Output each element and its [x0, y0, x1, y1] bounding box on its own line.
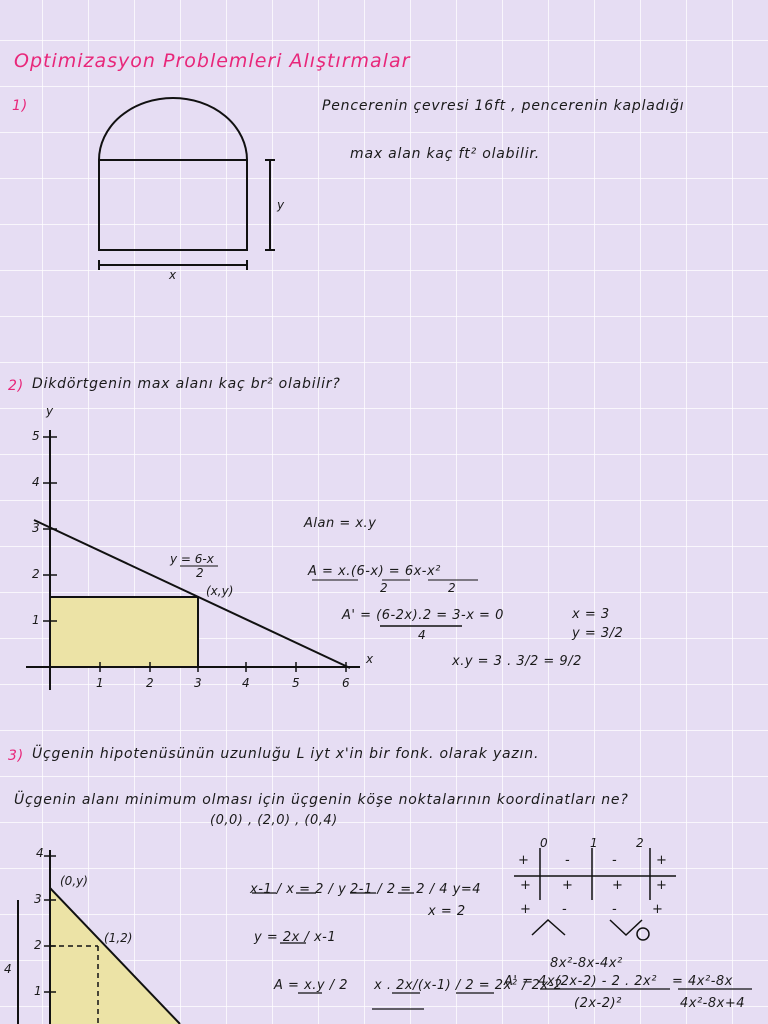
- window-arch: [99, 98, 247, 160]
- p3-side-label: 4: [4, 962, 12, 976]
- sign-cell: +: [656, 878, 668, 893]
- p3-eq2: 2-1 / 2 = 2 / 4 y=4: [350, 882, 481, 897]
- p3-y-tick: 2: [34, 938, 42, 952]
- p3-y-expression: y = 2x / x-1: [254, 930, 337, 945]
- p2-xy-product: x.y = 3 . 3/2 = 9/2: [452, 654, 582, 669]
- p3-label-12: (1,2): [104, 931, 133, 945]
- p3-aprime-result: = 4x²-8x: [672, 974, 733, 989]
- sign-chart-top: 1: [590, 836, 598, 850]
- p2-number: 2): [8, 378, 24, 394]
- sign-cell: +: [562, 878, 574, 893]
- p3-aprime: A' = 4x(2x-2) - 2 . 2x²: [504, 974, 657, 989]
- window-rect: [99, 160, 247, 250]
- sign-cell: -: [562, 902, 568, 917]
- sign-cell: -: [612, 902, 618, 917]
- p2-x-tick: 2: [146, 676, 154, 690]
- p3-area: A = x.y / 2: [274, 978, 348, 993]
- p2-derivative-den: 4: [418, 628, 426, 642]
- p2-graph: [26, 430, 478, 690]
- sign-cell: +: [520, 878, 532, 893]
- p1-text-line1: Pencerenin çevresi 16ft , pencerenin kapladığı: [322, 98, 685, 114]
- p1-label-y: y: [277, 198, 285, 212]
- p2-axis-y-label: y: [46, 404, 54, 418]
- page-title: Optimizasyon Problemleri Alıştırmalar: [14, 50, 411, 72]
- p2-line-label-den: 2: [196, 566, 204, 580]
- sign-cell: +: [656, 853, 668, 868]
- p3-text-line1: Üçgenin hipotenüsünün uzunluğu L iyt x'in bir fonk. olarak yazın.: [32, 746, 540, 762]
- p2-axis-x-label: x: [366, 652, 374, 666]
- p2-point-label: (x,y): [206, 584, 234, 598]
- p1-text-line2: max alan kaç ft² olabilir.: [350, 146, 540, 162]
- p3-label-0y: (0,y): [60, 874, 88, 888]
- p2-area-eq: A = x.(6-x) = 6x-x²: [308, 564, 441, 579]
- p2-y-tick: 1: [32, 613, 40, 627]
- p2-area-den1: 2: [380, 581, 388, 595]
- p2-y-tick: 3: [32, 521, 40, 535]
- p3-aprime-result-den: 4x²-8x+4: [680, 996, 745, 1011]
- sign-chart-top: 0: [540, 836, 548, 850]
- sign-cell: +: [520, 902, 532, 917]
- p2-x-solution: x = 3: [572, 607, 610, 622]
- p2-x-tick: 4: [242, 676, 250, 690]
- p3-area-substituted: x . 2x/(x-1) / 2 = 2x² / 2x-2: [374, 978, 563, 993]
- p3-text-line2: Üçgenin alanı minimum olması için üçgenin köşe noktalarının koordinatları ne?: [14, 792, 629, 808]
- sign-cell: +: [612, 878, 624, 893]
- p3-aprime-denominator: (2x-2)²: [574, 996, 622, 1011]
- p1-number: 1): [12, 98, 28, 114]
- sign-cell: +: [652, 902, 664, 917]
- p2-alan: Alan = x.y: [304, 516, 377, 531]
- sign-cell: +: [518, 853, 530, 868]
- p3-aprime-numerator: 8x²-8x-4x²: [550, 956, 623, 971]
- p2-line-label-num: y = 6-x: [170, 552, 214, 566]
- p3-eq1: x-1 / x = 2 / y: [250, 882, 347, 897]
- p2-y-tick: 2: [32, 567, 40, 581]
- p2-x-tick: 5: [292, 676, 300, 690]
- sign-chart-top: 2: [636, 836, 644, 850]
- p3-x-value: x = 2: [428, 904, 466, 919]
- p3-y-tick: 1: [34, 984, 42, 998]
- p3-y-tick: 4: [36, 846, 44, 860]
- p2-y-tick: 4: [32, 475, 40, 489]
- p2-rectangle: [50, 597, 198, 667]
- p2-text: Dikdörtgenin max alanı kaç br² olabilir?: [32, 376, 341, 392]
- p2-x-tick: 6: [342, 676, 350, 690]
- p2-y-tick: 5: [32, 429, 40, 443]
- p2-y-solution: y = 3/2: [572, 626, 624, 641]
- p2-area-den2: 2: [448, 581, 456, 595]
- p3-coords: (0,0) , (2,0) , (0,4): [210, 813, 338, 828]
- p1-label-x: x: [169, 268, 177, 282]
- p2-x-tick: 3: [194, 676, 202, 690]
- sign-cell: -: [612, 853, 618, 868]
- p2-derivative: A' = (6-2x).2 = 3-x = 0: [342, 608, 504, 623]
- p3-y-tick: 3: [34, 892, 42, 906]
- sign-cell: -: [565, 853, 571, 868]
- p3-number: 3): [8, 748, 24, 764]
- window-figure: [99, 98, 275, 270]
- p2-x-tick: 1: [96, 676, 104, 690]
